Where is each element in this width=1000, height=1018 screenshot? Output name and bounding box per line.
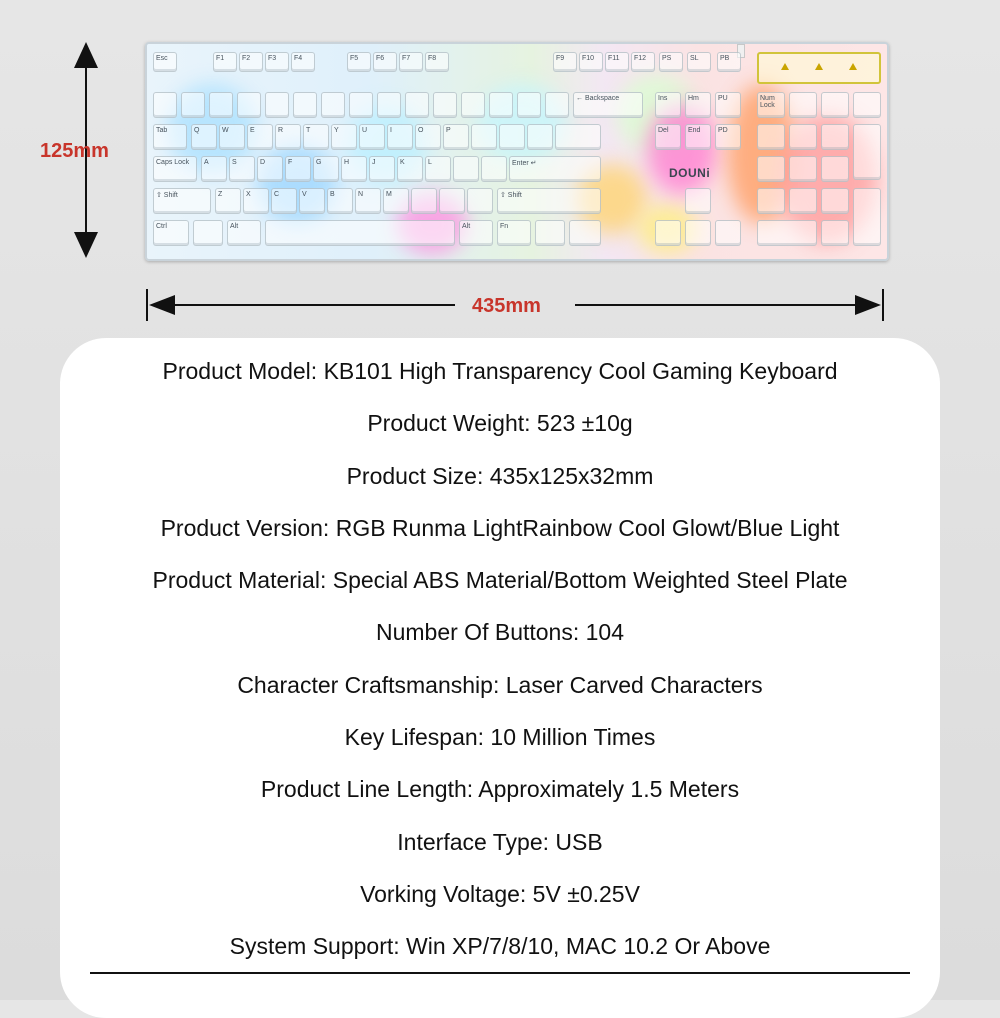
height-label: 125mm (40, 140, 109, 162)
key-pu: PU (715, 92, 741, 118)
key-b: B (327, 188, 353, 214)
key-hm: Hm (685, 92, 711, 118)
key-a: A (201, 156, 227, 182)
key-q: Q (191, 124, 217, 150)
spec-interface-type: Interface Type: USB (397, 828, 603, 855)
key-sl: SL (687, 52, 711, 72)
spec-system-support: System Support: Win XP/7/8/10, MAC 10.2 Or Above (229, 933, 771, 960)
key-f8: F8 (425, 52, 449, 72)
spec-product-version: Product Version: RGB Runma LightRainbow Cool Glowt/Blue Light (160, 514, 840, 541)
key-o: O (415, 124, 441, 150)
key-w: W (219, 124, 245, 150)
key-backspace: ← Backspace (573, 92, 643, 118)
key-f1: F1 (213, 52, 237, 72)
key-ins: Ins (655, 92, 681, 118)
key-tab: Tab (153, 124, 187, 150)
key-m: M (383, 188, 409, 214)
key-y: Y (331, 124, 357, 150)
indicator-led-panel (757, 52, 881, 84)
spec-number-of-buttons: Number Of Buttons: 104 (375, 619, 624, 646)
key-l: L (425, 156, 451, 182)
key-h: H (341, 156, 367, 182)
key-right-shift: ⇧ Shift (497, 188, 601, 214)
key-f6: F6 (373, 52, 397, 72)
key-i: I (387, 124, 413, 150)
key-f2: F2 (239, 52, 263, 72)
key-z: Z (215, 188, 241, 214)
key-ps: PS (659, 52, 683, 72)
spec-product-weight: Product Weight: 523 ±10g (367, 410, 633, 437)
key-n: N (355, 188, 381, 214)
spec-product-size: Product Size: 435x125x32mm (346, 462, 654, 489)
key-k: K (397, 156, 423, 182)
key-fn: Fn (497, 220, 531, 246)
key-windows (193, 220, 223, 246)
key-s: S (229, 156, 255, 182)
spec-list (0, 342, 1000, 970)
keyboard-image (145, 42, 889, 261)
key-numlock: Num Lock (757, 92, 785, 118)
brand-logo: DOUNi (669, 166, 711, 180)
key-f5: F5 (347, 52, 371, 72)
key-f: F (285, 156, 311, 182)
spec-character-craftsmanship: Character Craftsmanship: Laser Carved Characters (237, 671, 763, 698)
key-x: X (243, 188, 269, 214)
key-d: D (257, 156, 283, 182)
key-f3: F3 (265, 52, 289, 72)
spec-product-material: Product Material: Special ABS Material/Bottom Weighted Steel Plate (152, 567, 848, 594)
key-f9: F9 (553, 52, 577, 72)
key-left-shift: ⇧ Shift (153, 188, 211, 214)
key-u: U (359, 124, 385, 150)
key-space (265, 220, 455, 246)
key-alt: Alt (227, 220, 261, 246)
spec-key-lifespan: Key Lifespan: 10 Million Times (344, 724, 656, 751)
key-v: V (299, 188, 325, 214)
key-end: End (685, 124, 711, 150)
key-j: J (369, 156, 395, 182)
key-pd: PD (715, 124, 741, 150)
key-p: P (443, 124, 469, 150)
key-right-alt: Alt (459, 220, 493, 246)
key-f7: F7 (399, 52, 423, 72)
key-r: R (275, 124, 301, 150)
key-f11: F11 (605, 52, 629, 72)
key-pb: PB (717, 52, 741, 72)
key-e: E (247, 124, 273, 150)
key-f10: F10 (579, 52, 603, 72)
key-t: T (303, 124, 329, 150)
spec-product-model: Product Model: KB101 High Transparency Cool Gaming Keyboard (162, 358, 838, 384)
key-c: C (271, 188, 297, 214)
key-esc: Esc (153, 52, 177, 72)
key-f12: F12 (631, 52, 655, 72)
spec-working-voltage: Vorking Voltage: 5V ±0.25V (360, 880, 640, 907)
bottom-divider (90, 972, 910, 974)
key-f4: F4 (291, 52, 315, 72)
key-del: Del (655, 124, 681, 150)
key-enter: Enter ↵ (509, 156, 601, 182)
key-ctrl: Ctrl (153, 220, 189, 246)
key-caps-lock: Caps Lock (153, 156, 197, 182)
key-g: G (313, 156, 339, 182)
width-label: 435mm (472, 295, 541, 317)
spec-line-length: Product Line Length: Approximately 1.5 Meters (260, 776, 740, 803)
